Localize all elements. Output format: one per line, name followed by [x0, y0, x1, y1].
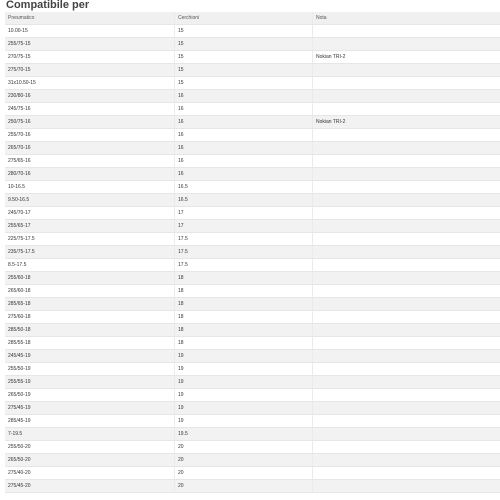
cell-tire: 280/70-16 [5, 168, 175, 181]
cell-note [313, 311, 500, 324]
cell-tire: 10-16.5 [5, 181, 175, 194]
cell-tire: 245/70-17 [5, 207, 175, 220]
table-row [5, 246, 500, 259]
table-row [5, 428, 500, 441]
table-header-row [5, 12, 500, 25]
cell-rim: 19 [175, 389, 313, 402]
cell-tire: 7-19.5 [5, 428, 175, 441]
table-row [5, 285, 500, 298]
table-row [5, 389, 500, 402]
cell-tire: 10.00-15 [5, 25, 175, 38]
cell-note [313, 129, 500, 142]
cell-tire: 255/50-19 [5, 363, 175, 376]
cell-rim: 18 [175, 298, 313, 311]
cell-note: Nokian TRI-2 [313, 116, 500, 129]
cell-rim: 19 [175, 402, 313, 415]
cell-rim: 19 [175, 376, 313, 389]
cell-note [313, 402, 500, 415]
cell-note [313, 77, 500, 90]
table-row [5, 64, 500, 77]
table-row [5, 233, 500, 246]
table-row [5, 363, 500, 376]
cell-tire: 275/45-19 [5, 402, 175, 415]
cell-note [313, 428, 500, 441]
cell-tire: 275/70-15 [5, 64, 175, 77]
cell-note [313, 454, 500, 467]
table-row [5, 298, 500, 311]
cell-note [313, 246, 500, 259]
cell-tire: 230/80-16 [5, 90, 175, 103]
cell-rim: 16.5 [175, 194, 313, 207]
cell-rim: 17.5 [175, 246, 313, 259]
cell-rim: 19 [175, 350, 313, 363]
cell-note [313, 168, 500, 181]
cell-tire: 275/60-18 [5, 311, 175, 324]
cell-tire: 275/40-20 [5, 467, 175, 480]
cell-rim: 16 [175, 168, 313, 181]
table-row [5, 467, 500, 480]
cell-tire: 255/70-16 [5, 129, 175, 142]
cell-rim: 15 [175, 77, 313, 90]
cell-tire: 285/55-18 [5, 337, 175, 350]
cell-note [313, 272, 500, 285]
cell-tire: 245/75-16 [5, 103, 175, 116]
table-row [5, 324, 500, 337]
cell-rim: 16 [175, 155, 313, 168]
cell-rim: 15 [175, 51, 313, 64]
cell-tire: 225/75-17.5 [5, 233, 175, 246]
cell-note [313, 376, 500, 389]
cell-rim: 17.5 [175, 259, 313, 272]
cell-note [313, 103, 500, 116]
table-row [5, 77, 500, 90]
cell-tire: 255/60-18 [5, 272, 175, 285]
table-row [5, 155, 500, 168]
cell-tire: 265/50-20 [5, 454, 175, 467]
cell-rim: 18 [175, 285, 313, 298]
cell-rim: 15 [175, 38, 313, 51]
cell-rim: 17 [175, 220, 313, 233]
column-header-rims: Cerchioni [175, 12, 313, 25]
cell-tire: 255/75-15 [5, 38, 175, 51]
cell-note [313, 207, 500, 220]
cell-tire: 275/65-16 [5, 155, 175, 168]
table-row [5, 168, 500, 181]
cell-note [313, 38, 500, 51]
table-row [5, 142, 500, 155]
cell-note [313, 337, 500, 350]
table-row [5, 337, 500, 350]
cell-tire: 285/45-19 [5, 415, 175, 428]
cell-tire: 285/50-18 [5, 324, 175, 337]
cell-rim: 20 [175, 480, 313, 493]
cell-tire: 265/60-18 [5, 285, 175, 298]
cell-note [313, 467, 500, 480]
cell-note [313, 64, 500, 77]
table-row [5, 376, 500, 389]
cell-note [313, 194, 500, 207]
column-header-tire: Pneumatico [5, 12, 175, 25]
cell-rim: 16.5 [175, 181, 313, 194]
cell-rim: 17 [175, 207, 313, 220]
cell-rim: 16 [175, 129, 313, 142]
cell-note [313, 220, 500, 233]
cell-tire: 265/50-19 [5, 389, 175, 402]
table-row [5, 207, 500, 220]
cell-rim: 18 [175, 311, 313, 324]
table-row [5, 350, 500, 363]
table-row [5, 220, 500, 233]
cell-rim: 19 [175, 363, 313, 376]
cell-note: Nokian TRI-2 [313, 51, 500, 64]
cell-rim: 19 [175, 415, 313, 428]
section-title: Compatibile per [6, 0, 90, 11]
table-row [5, 90, 500, 103]
cell-note [313, 441, 500, 454]
table-row [5, 194, 500, 207]
table-row [5, 51, 500, 64]
table-body [5, 25, 500, 493]
table-row [5, 311, 500, 324]
cell-rim: 18 [175, 324, 313, 337]
table-row [5, 116, 500, 129]
cell-note [313, 480, 500, 493]
column-header-note: Nota [313, 12, 500, 25]
cell-tire: 31x10.50-15 [5, 77, 175, 90]
cell-note [313, 389, 500, 402]
table-row [5, 454, 500, 467]
table-row [5, 129, 500, 142]
cell-rim: 18 [175, 337, 313, 350]
cell-rim: 16 [175, 90, 313, 103]
cell-tire: 275/45-20 [5, 480, 175, 493]
cell-tire: 255/50-20 [5, 441, 175, 454]
cell-rim: 19.5 [175, 428, 313, 441]
cell-note [313, 298, 500, 311]
table-row [5, 415, 500, 428]
table-row [5, 441, 500, 454]
cell-rim: 16 [175, 142, 313, 155]
cell-note [313, 415, 500, 428]
table-row [5, 38, 500, 51]
cell-note [313, 181, 500, 194]
cell-tire: 265/70-16 [5, 142, 175, 155]
cell-note [313, 142, 500, 155]
cell-tire: 235/75-17.5 [5, 246, 175, 259]
table-row [5, 181, 500, 194]
cell-rim: 17.5 [175, 233, 313, 246]
cell-tire: 9.50-16.5 [5, 194, 175, 207]
cell-tire: 8.5-17.5 [5, 259, 175, 272]
cell-tire: 255/55-19 [5, 376, 175, 389]
cell-tire: 255/65-17 [5, 220, 175, 233]
cell-tire: 270/75-15 [5, 51, 175, 64]
cell-rim: 20 [175, 454, 313, 467]
cell-note [313, 155, 500, 168]
cell-tire: 285/65-18 [5, 298, 175, 311]
cell-note [313, 90, 500, 103]
table-row [5, 259, 500, 272]
cell-rim: 20 [175, 467, 313, 480]
cell-rim: 15 [175, 64, 313, 77]
table-row [5, 480, 500, 493]
compatibility-table [5, 12, 500, 493]
cell-rim: 16 [175, 103, 313, 116]
cell-tire: 250/75-16 [5, 116, 175, 129]
table-row [5, 25, 500, 38]
cell-tire: 245/45-19 [5, 350, 175, 363]
cell-note [313, 285, 500, 298]
cell-rim: 18 [175, 272, 313, 285]
cell-note [313, 363, 500, 376]
table-row [5, 272, 500, 285]
cell-note [313, 350, 500, 363]
table-row [5, 402, 500, 415]
cell-note [313, 324, 500, 337]
cell-note [313, 25, 500, 38]
cell-rim: 16 [175, 116, 313, 129]
cell-note [313, 259, 500, 272]
cell-rim: 20 [175, 441, 313, 454]
cell-note [313, 233, 500, 246]
cell-rim: 15 [175, 25, 313, 38]
table-row [5, 103, 500, 116]
